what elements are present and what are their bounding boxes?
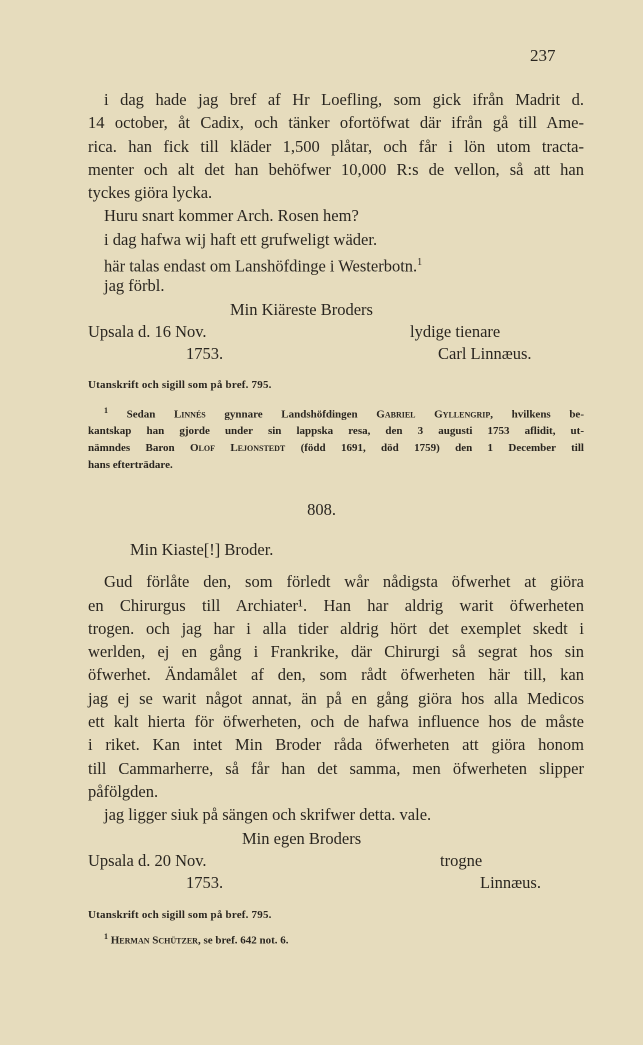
- text-line: påfölgden.: [88, 781, 159, 801]
- letter-number: 808.: [307, 500, 336, 519]
- closing-phrase-right: trogne: [440, 850, 483, 870]
- text-line: jag ligger siuk på sängen och skrifwer detta. vale.: [104, 805, 432, 825]
- signature-row: [88, 849, 584, 871]
- text-line: Gud förlåte den, som förledt wår nådigsta öfwerhet at giöra: [104, 572, 584, 592]
- place-date: Upsala d. 20 Nov.: [88, 850, 207, 870]
- footnote-person: Herman Schützer: [110, 934, 198, 947]
- closing-phrase-right: lydige tienare: [410, 321, 501, 341]
- text-line: [88, 251, 584, 274]
- text-line-content: här talas endast om Lanshöfdinge i Westerbotn.: [104, 256, 418, 276]
- signature-row-2: [88, 342, 584, 364]
- footnote-text: nämndes Baron: [88, 442, 190, 455]
- salutation: Min Kiaste[!] Broder.: [130, 540, 274, 559]
- text-line: ett kalt hierta för öfwerheten, och de hafwa influence hos de måste: [88, 712, 584, 732]
- address-note: Utanskrift och sigill som på bref. 795.: [88, 378, 272, 391]
- footnote-person: Olof Lejonstedt: [189, 442, 286, 455]
- page-number: 237: [530, 46, 556, 65]
- place-date: Upsala d. 16 Nov.: [88, 321, 207, 341]
- closing-phrase: Min Kiäreste Broders: [230, 299, 373, 319]
- year: 1753.: [186, 872, 224, 892]
- footnote-line: hans efterträdare.: [88, 459, 173, 472]
- footnote-person: Linnés: [173, 408, 206, 421]
- closing-row: [88, 827, 584, 849]
- text-line: öfwerhet. Ändamålet af den, som rådt öfwerheten här till, kan: [88, 665, 584, 685]
- text-line: jag förbl.: [104, 276, 165, 296]
- footnote-mark: 1: [104, 931, 108, 941]
- footnote-text: gynnare Landshöfdingen: [205, 408, 377, 421]
- closing-row: [88, 298, 584, 320]
- text-line: i riket. Kan intet Min Broder råda öfwerheten att giöra honom: [88, 735, 584, 755]
- text-line: tyckes giöra lycka.: [88, 183, 213, 203]
- footnote-line: kantskap han gjorde under sin lappska resa, den 3 augusti 1753 aflidit, ut-: [88, 425, 584, 438]
- footnote-line: [88, 440, 584, 457]
- footnote: [88, 928, 584, 950]
- text-line: rica. han fick till kläder 1,500 plåtar, och får i lön utom tracta-: [88, 136, 584, 156]
- text-line: Huru snart kommer Arch. Rosen hem?: [104, 206, 359, 226]
- text-line: i dag hafwa wij haft ett grufweligt wäder.: [104, 229, 378, 249]
- text-line: menter och alt det han behöfwer 10,000 R:s de vellon, så att han: [88, 159, 584, 179]
- letter-808-body: [88, 538, 584, 949]
- text-line: en Chirurgus till Archiater¹. Han har aldrig warit öfwerheten: [88, 595, 584, 615]
- signature-row: [88, 320, 584, 342]
- footnote-text: (född 1691, död 1759) den 1 December till: [285, 442, 584, 455]
- signature-row-2: [88, 871, 584, 893]
- footnote-person: Gabriel Gyllengrip: [376, 408, 491, 421]
- text-line: 14 october, åt Cadix, och tänker ofortöfwat där ifrån gå till Ame-: [88, 113, 584, 133]
- footnote-text: , hvilkens be-: [490, 408, 584, 421]
- footnote-ref: 1: [417, 257, 423, 269]
- signature: Carl Linnæus.: [438, 343, 532, 363]
- address-note: Utanskrift och sigill som på bref. 795.: [88, 908, 272, 921]
- closing-phrase: Min egen Broders: [242, 828, 362, 848]
- letter-807-body: [88, 88, 584, 474]
- text-line: werlden, ej en gång i Frankrike, där Chirurgi så segrat hos sin: [88, 642, 584, 662]
- text-line: i dag hade jag bref af Hr Loefling, som gick ifrån Madrit d.: [104, 90, 584, 109]
- text-line: trogen. och jag har i alla tider aldrig hört det exemplet skedt i: [88, 618, 584, 638]
- footnote-text: Sedan: [126, 408, 174, 421]
- footnote-text: , se bref. 642 not. 6.: [197, 934, 289, 947]
- footnote: [88, 402, 584, 424]
- signature: Linnæus.: [480, 872, 541, 892]
- year: 1753.: [186, 343, 224, 363]
- text-line: jag ej se warit något annat, än på en gång giöra hos alla Medicos: [88, 688, 584, 708]
- text-line: till Cammarherre, så får han det samma, men öfwerheten slipper: [88, 758, 584, 778]
- footnote-mark: 1: [104, 405, 108, 415]
